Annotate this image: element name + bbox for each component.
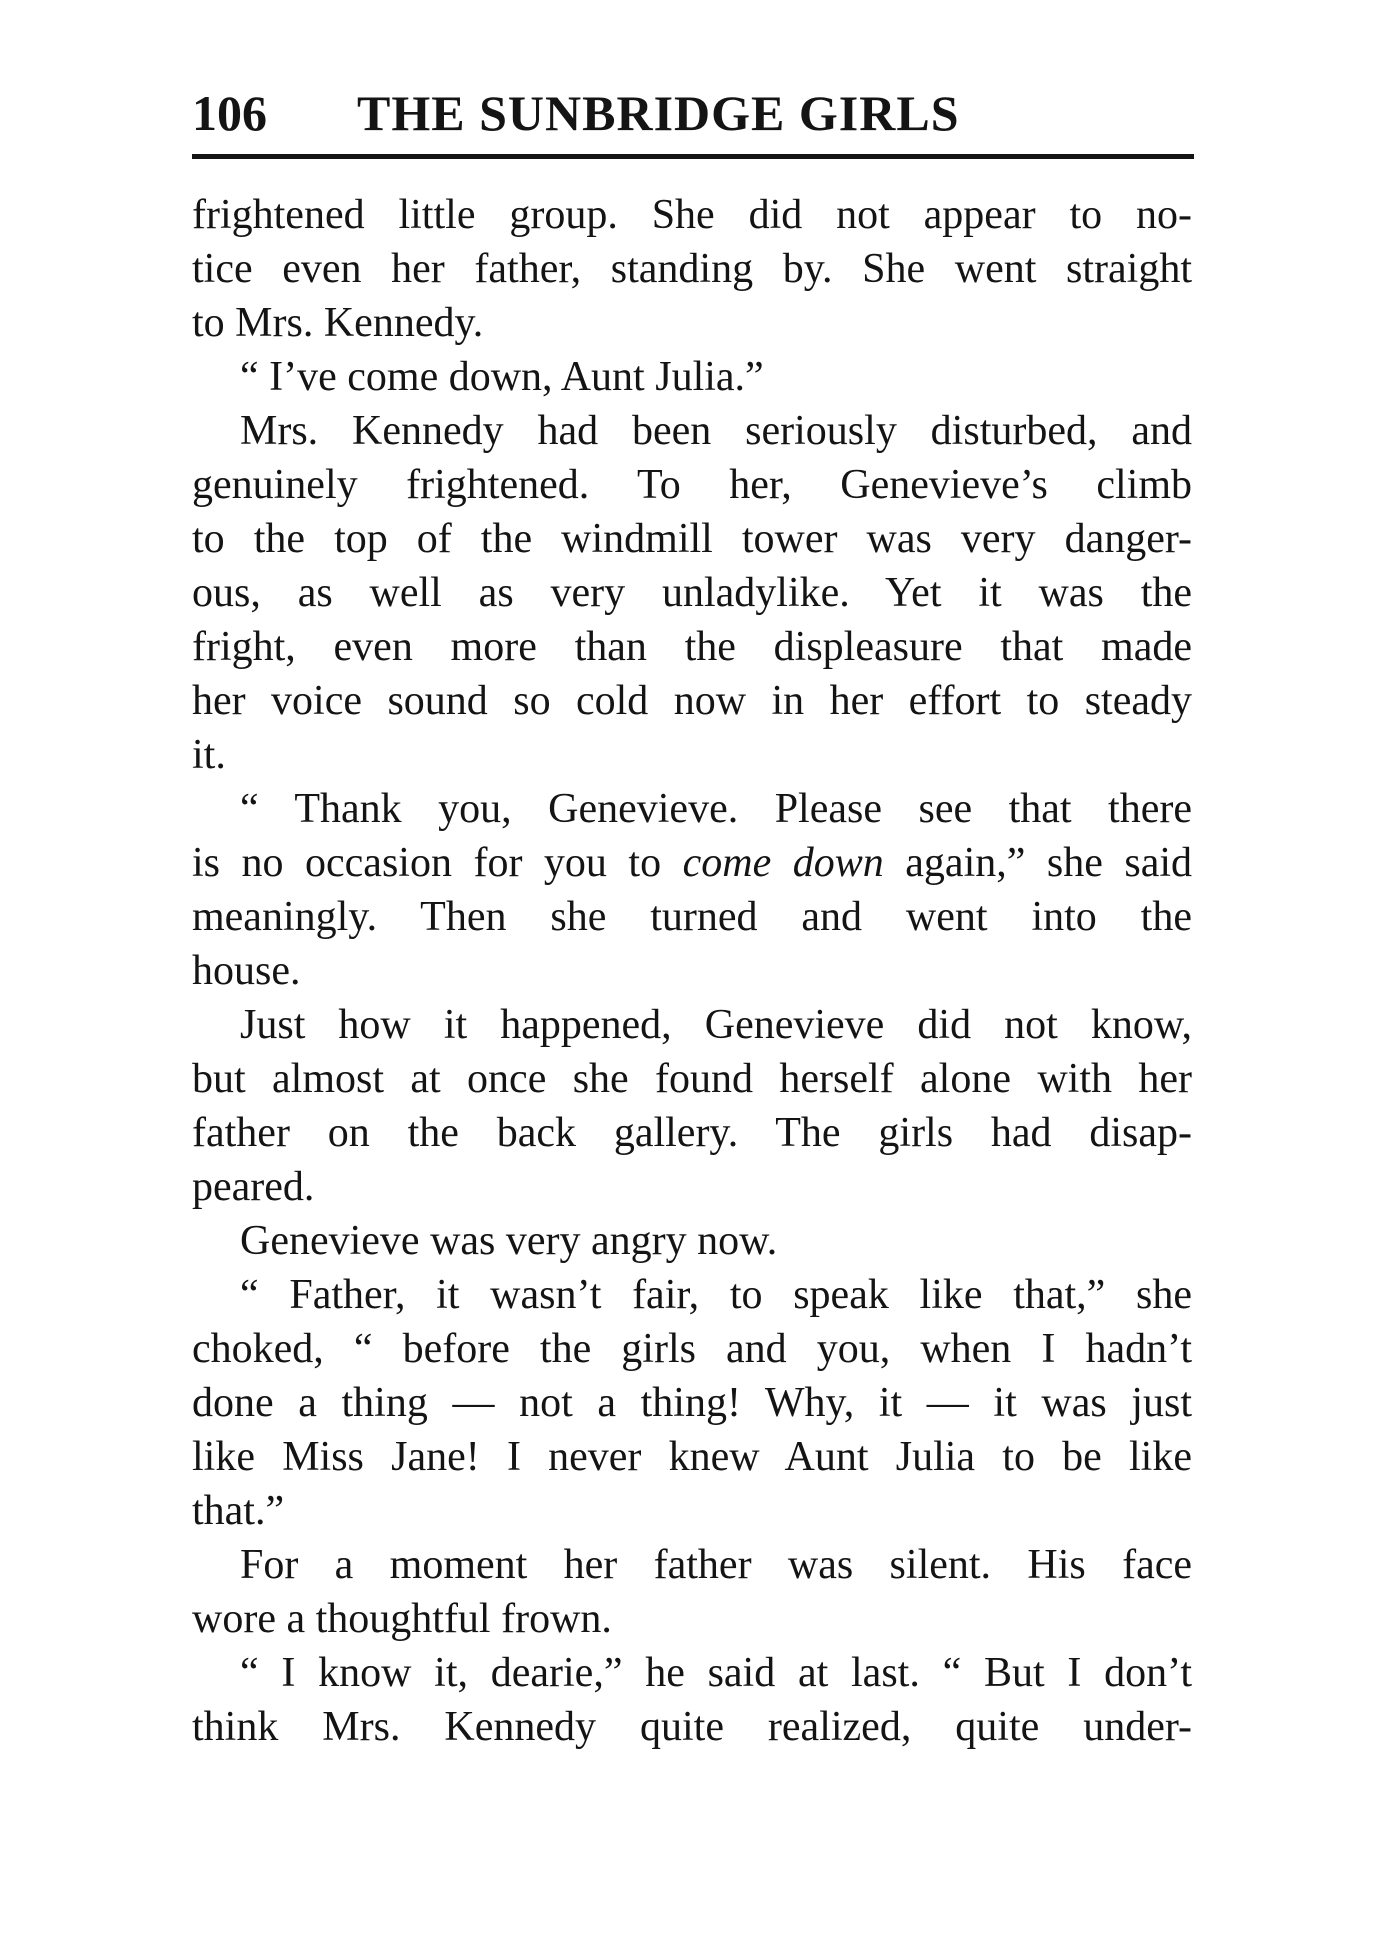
text-line: “ Thank you, Genevieve. Please see that there [240, 786, 1192, 832]
text-line: wore a thoughtful frown. [192, 1596, 612, 1642]
text-line: For a moment her father was silent. His face [240, 1542, 1192, 1588]
text-line: meaningly. Then she turned and went into the [192, 894, 1192, 940]
header-rule [192, 154, 1194, 159]
text-line: to the top of the windmill tower was very danger- [192, 516, 1192, 562]
text-line: genuinely frightened. To her, Genevieve’s climb [192, 462, 1192, 508]
line-segment: is no occasion for you to [192, 840, 662, 886]
text-line: but almost at once she found herself alone with her [192, 1056, 1192, 1102]
text-line: ous, as well as very unladylike. Yet it was the [192, 570, 1192, 616]
text-line: that.” [192, 1488, 285, 1534]
text-line: peared. [192, 1164, 315, 1210]
emphasized-text: come down [682, 840, 884, 886]
page-number: 106 [192, 85, 267, 141]
text-line [192, 836, 1192, 890]
text-line: father on the back gallery. The girls had disap- [192, 1110, 1192, 1156]
text-line: “ I’ve come down, Aunt Julia.” [240, 354, 764, 400]
text-line: Just how it happened, Genevieve did not know, [240, 1002, 1192, 1048]
text-line: “ Father, it wasn’t fair, to speak like that,” she [240, 1272, 1192, 1318]
running-head [192, 78, 1194, 148]
text-line: Genevieve was very angry now. [240, 1218, 778, 1264]
text-line: house. [192, 948, 301, 994]
text-line: to Mrs. Kennedy. [192, 300, 484, 346]
text-line: tice even her father, standing by. She went straight [192, 246, 1192, 292]
text-line: done a thing — not a thing! Why, it — it was just [192, 1380, 1192, 1426]
line-segment: again,” she said [905, 840, 1193, 886]
text-line: fright, even more than the displeasure that made [192, 624, 1192, 670]
text-line: like Miss Jane! I never knew Aunt Julia to be like [192, 1434, 1192, 1480]
text-line: think Mrs. Kennedy quite realized, quite under- [192, 1704, 1192, 1750]
text-line: it. [192, 732, 226, 778]
book-title: THE SUNBRIDGE GIRLS [357, 85, 960, 141]
text-line: her voice sound so cold now in her effort to steady [192, 678, 1192, 724]
text-line: Mrs. Kennedy had been seriously disturbed, and [240, 408, 1192, 454]
text-line: frightened little group. She did not appear to no- [192, 192, 1192, 238]
text-line: “ I know it, dearie,” he said at last. “ But I don’t [240, 1650, 1192, 1696]
text-line: choked, “ before the girls and you, when I hadn’t [192, 1326, 1192, 1372]
